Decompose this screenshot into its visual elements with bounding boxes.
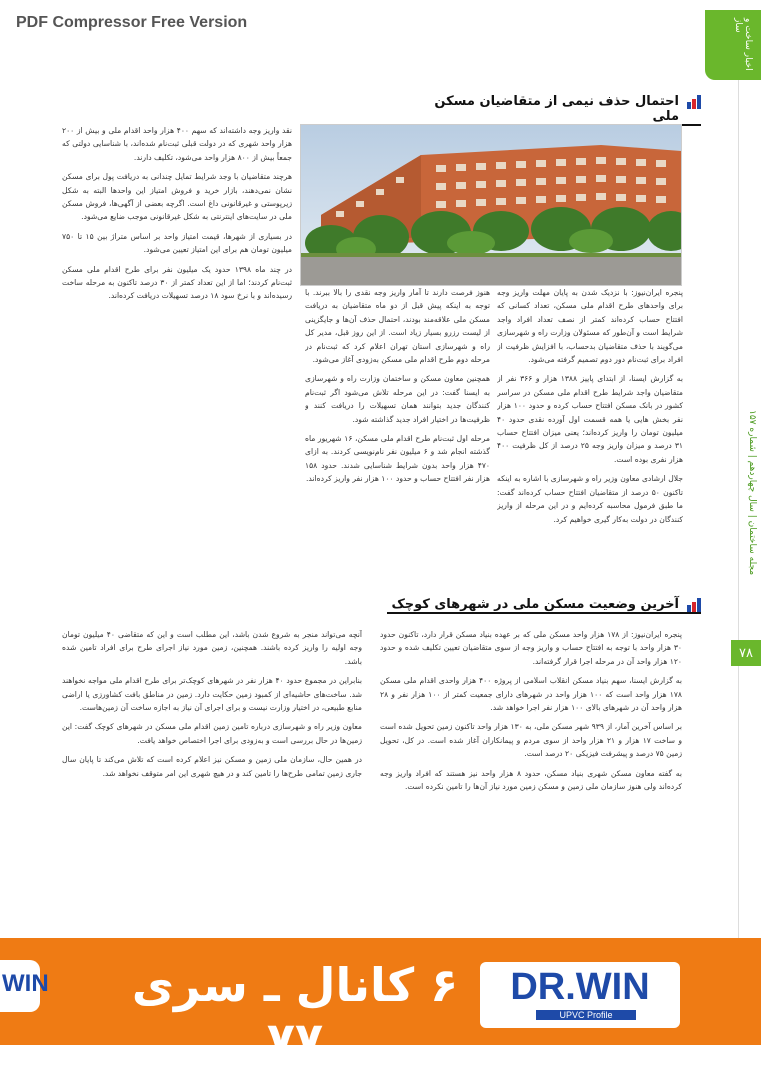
paragraph: بنابراین در مجموع حدود ۴۰ هزار نفر در شهرهای کوچک‌تر برای طرح اقدام ملی مواجه نخواهند شد. ساخت‌های حاشیه‌ای از کمبود زمین حکایت دارد. زمین در مناطق بافت کشاورزی یا اراضی منابع طبیعی، در اختیار وزارت نیست و برای اجرای آن نیاز به اجازه ساخت آن زمین‌هاست.: [62, 676, 362, 713]
apartment-buildings-image: [301, 125, 681, 285]
headline-bars-icon: [685, 598, 701, 612]
headline-bars-icon: [685, 95, 701, 109]
paragraph: به گزارش ایسنا، سهم بنیاد مسکن انقلاب اسلامی از پروژه ۴۰۰ هزار واحدی اقدام ملی مسکن ۱۷۸ هزار واحد است که ۱۰۰ هزار واحد در شهرهای دارای جمعیت کمتر از ۱۰۰ هزار نفر و ۲۸ هزار واحد آن در شهرهای بالای ۱۰۰ هزار نفر اجرا خواهد شد.: [380, 676, 682, 713]
paragraph: همچنین معاون مسکن و ساختمان وزارت راه و شهرسازی به ایسنا گفت: در این مرحله تلاش می‌شود اگر ثبت‌نام کنندگان جدید بتوانند همان تسهیلات را دریافت کنند و ظرفیت‌ها در اختیار افراد جدید گذاشته شود.: [305, 374, 490, 424]
page-number: ۷۸: [731, 640, 761, 666]
article1-middle-column: [305, 286, 490, 586]
paragraph: بر اساس آخرین آمار، از ۹۳۹ شهر مسکن ملی، به ۱۳۰ هزار واحد تاکنون زمین تحویل شده است و ساخت ۱۷ هزار و ۲۱ هزار واحد از سوی مردم و پیمانکاران آغاز شده است. در کل، تحویل زمین ۷۵ درصد و پیشرفت فیزیکی ۲۰ درصد است.: [380, 722, 682, 759]
paragraph: پنجره ایران‌نیوز: با نزدیک شدن به پایان مهلت واریز وجه برای واحدهای طرح اقدام ملی مسکن، تعداد کسانی که افتتاح حساب کرده‌اند کمتر از نصف تعداد افراد واجد شرایط است و آن‌طور که مسئولان وزارت راه و شهرسازی می‌گویند با حذف متقاضیان بدحساب، با افزایش ظرفیت از افراد برای ثبت‌نام دور دوم تصمیم گرفته می‌شود.: [497, 288, 683, 365]
paragraph: آنچه می‌تواند منجر به شروع شدن باشد، این مطلب است و این که متقاضی ۴۰ میلیون تومان وجه اولیه را واریز کرده باشند. همچنین، زمین مورد نیاز اجرای طرح برای افراد تامین شده باشد.: [62, 630, 362, 666]
paragraph: در چند ماه ۱۳۹۸ حدود یک میلیون نفر برای طرح اقدام ملی مسکن ثبت‌نام کردند؛ اما از این تعداد کمتر از ۳۰ درصد تاکنون به مرحله ساخت رسیده‌اند و با نرخ سود ۱۸ درصد تسهیلات دریافت کرده‌اند.: [62, 264, 292, 301]
article2-headline: [387, 597, 701, 614]
watermark: PDF Compressor Free Version: [16, 14, 248, 31]
article1-left-column: [62, 124, 292, 584]
brand-logo: [480, 962, 680, 1028]
paragraph: مرحله اول ثبت‌نام طرح اقدام ملی مسکن، ۱۶ شهریور ماه گذشته انجام شد و ۶ میلیون نفر نام‌نویسی کردند. به ازای ۴۷۰ هزار واحد بدون شرایط شناسایی شدند. حدود ۱۵۸ هزار نفر افتتاح حساب و حدود ۱۰۰ هزار نفر واریز کرده‌اند.: [305, 434, 490, 484]
section-tab: [705, 10, 761, 80]
section-tab-label: اخبار ساخت و ساز: [733, 18, 753, 71]
brand-name: DR.WIN: [510, 966, 650, 1008]
paragraph: نقد واریز وجه داشته‌اند که سهم ۴۰۰ هزار واحد اقدام ملی و بیش از ۲۰۰ هزار واحد شهری که در دولت قبلی ثبت‌نام شده‌اند، با شناسایی دولتی که جمعاً بیش از ۸۰۰ هزار واحد می‌شود، تکلیف دارند.: [62, 126, 292, 162]
paragraph: پنجره ایران‌نیوز: از ۱۷۸ هزار واحد مسکن ملی که بر عهده بنیاد مسکن قرار دارد، تاکنون حدود ۳۰ هزار واحد با توجه به افتتاح حساب و واریز وجه از سوی متقاضیان تعیین تکلیف شده و حدود ۱۲۰ هزار واحد آن در مرحله اجرا قرار گرفته‌اند.: [380, 630, 682, 666]
article1-photo: [300, 124, 682, 286]
left-logo: [0, 960, 49, 1012]
side-strip-text: مجله ساختمان | سال چهاردهم | شماره ۱۵۷: [747, 410, 757, 576]
paragraph: معاون وزیر راه و شهرسازی درباره تامین زمین اقدام ملی مسکن در شهرهای کوچک گفت: این زمین‌ها در حال بررسی است و به‌زودی برای اجرا اختصاص خواهد یافت.: [62, 722, 362, 745]
paragraph: در همین حال، سازمان ملی زمین و مسکن نیز اعلام کرده است که تلاش می‌کند تا پایان سال جاری زمین تمامی طرح‌ها را تامین کند و در هیچ شهری این امر متوقف نخواهد شد.: [62, 755, 362, 778]
paragraph: به گزارش ایسنا، از ابتدای پاییز ۱۳۸۸ هزار و ۳۶۶ نفر از متقاضیان واجد شرایط طرح اقدام ملی مسکن در سراسر کشور در بانک مسکن افتتاح حساب کرده و حدود ۱۰۰ هزار نفر بخش هایی یا همه قسمت اول آورده نقدی حدود ۴۰ میلیون تومان را واریز کرده‌اند؛ یعنی میزان افتتاح حساب ۳۱ درصد و میزان واریز وجه ۲۵ درصد از کل ظرفیت ۴۰۰ هزار نفری بوده است.: [497, 374, 683, 464]
paragraph: هنوز فرصت دارند تا آمار واریز وجه نقدی را بالا ببرند. با توجه به اینکه پیش قبل از دو ماه متقاضیان به دریافت مسکن ملی علاقه‌مند بودند، احتمال حذف آن‌ها و جایگزینی از لیست رزرو بسیار زیاد است. از این روز قبل، مدیر کل راه و شهرسازی استان تهران اعلام کرد که ثبت‌نام در مرحله دوم طرح اقدام ملی مسکن به‌زودی آغاز می‌شود.: [305, 288, 490, 365]
left-logo-text: WIN: [2, 970, 49, 997]
paragraph: در بسیاری از شهرها، قیمت امتیاز واحد بر اساس متراژ بین ۱۵ تا ۷۵۰ میلیون تومان هم برای این امتیاز تعیین می‌شود.: [62, 231, 292, 255]
footer-advertisement: [0, 938, 761, 1066]
article2-left-column: [62, 628, 362, 928]
paragraph: هرچند متقاضیان با وجد شرایط تمایل چندانی به دریافت پول برای مسکن نشان نمی‌دهند، بازار خرید و فروش امتیاز این واحدها البته به شکل زیرپوستی و غیرقانونی داغ است. اگرچه بعضی از آگهی‌ها، فروش مسکن ملی در سایت‌های اینترنتی به شکل غیرقانونی موجب ضایع می‌شود.: [62, 172, 292, 222]
article2-headline-text: آخرین وضعیت مسکن ملی در شهرهای کوچک: [391, 597, 679, 612]
brand-subtitle: UPVC Profile: [536, 1010, 636, 1020]
article1-right-column: [497, 286, 683, 586]
article2-right-column: [380, 628, 682, 928]
paragraph: جلال ارشادی معاون وزیر راه و شهرسازی با اشاره به اینکه تاکنون ۵۰ درصد از متقاضیان افتتاح حساب کرده‌اند گفت: ما طبق فرمول محاسبه کرده‌ایم و در این مرحله از واریز کنندگان در دولت به‌کار گیری خواهیم کرد.: [497, 474, 683, 524]
side-strip: [738, 80, 761, 940]
article1-headline: [409, 94, 701, 126]
ad-slogan: ۶ کانال ـ سری ۷۷: [131, 958, 459, 1066]
paragraph: به گفته معاون مسکن شهری بنیاد مسکن، حدود ۸ هزار واحد نیز هستند که افراد واریز وجه کرده‌اند ولی هنوز سازمان ملی زمین و مسکن زمین مورد نیاز آن‌ها را تامین نکرده است.: [380, 768, 682, 792]
article1-headline-text: احتمال حذف نیمی از متقاضیان مسکن ملی: [434, 94, 679, 124]
